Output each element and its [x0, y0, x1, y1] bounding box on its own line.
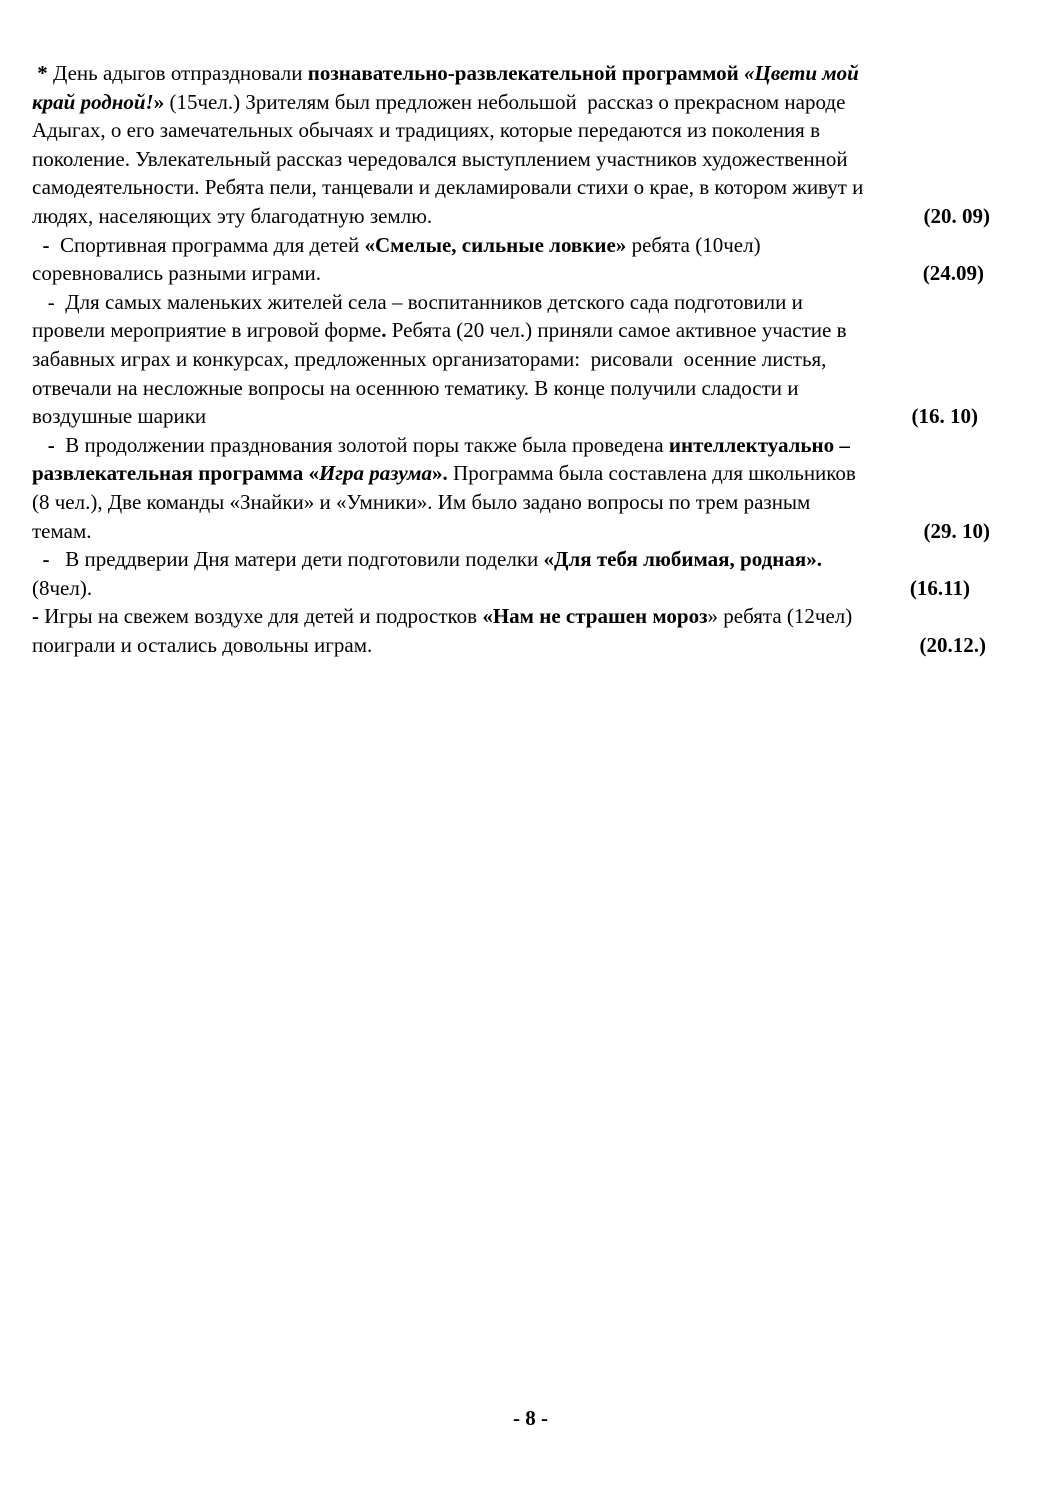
text-run: - Для самых маленьких жителей села – воспитанников детского сада подготовили и [32, 289, 803, 314]
text-run: Игра разума [318, 461, 433, 486]
text-run: провели мероприятие в игровой форме [32, 318, 382, 343]
text-run [32, 90, 154, 114]
text-line [32, 631, 1022, 660]
text-run: (8 чел.), Две команды «Знайки» и «Умники». Им было задано вопросы по трем разным [32, 489, 811, 514]
text-run: забавных играх и конкурсах, предложенных организаторами: рисовали осенние листья, [32, 346, 827, 371]
text-run: Игры на свежем воздухе для детей и подростков [39, 604, 483, 629]
text-line [32, 316, 1022, 345]
text-line [32, 145, 1022, 174]
text-line [32, 259, 1022, 288]
text-run: ». [432, 461, 448, 486]
text-run: познавательно-развлекательной программой [307, 61, 744, 85]
text-line [32, 517, 1022, 546]
text-run: День адыгов отпраздновали [53, 61, 308, 85]
paragraph [32, 231, 1022, 288]
text-run: «Нам не страшен мороз [482, 604, 708, 629]
event-date: (29. 10) [923, 518, 990, 543]
text-run: Ребята (20 чел.) приняли самое активное участие в [386, 318, 847, 343]
text-run: В продолжении празднования золотой поры также была проведена [54, 432, 669, 457]
paragraph [32, 602, 1022, 659]
page-number: - 8 - [513, 1406, 548, 1430]
text-run: - [42, 547, 50, 572]
text-run: (8чел). [32, 575, 93, 600]
text-line [32, 374, 1022, 403]
text-line [32, 602, 1022, 631]
text-line [32, 59, 1022, 88]
text-line [32, 402, 1022, 431]
text-line [32, 431, 1022, 460]
text-line [32, 345, 1022, 374]
text-run: людях, населяющих эту благодатную землю. [32, 203, 433, 228]
text-run: « [308, 461, 319, 486]
event-date: (16. 10) [911, 404, 978, 429]
text-line [32, 459, 1022, 488]
text-run [32, 547, 43, 571]
text-line [32, 88, 1022, 117]
paragraph [32, 59, 1022, 231]
text-run: «Для тебя любимая, родная». [543, 547, 822, 572]
event-date: (16.11) [909, 575, 970, 600]
text-run: Спортивная программа для детей [49, 232, 365, 257]
text-run: край родной! [32, 89, 154, 114]
text-line [32, 288, 1022, 317]
text-line [32, 116, 1022, 145]
text-run: В преддверии Дня матери дети подготовили поделки [49, 547, 544, 572]
text-run: ребята (10чел) [626, 232, 761, 257]
text-line [32, 231, 1022, 260]
text-line [32, 202, 1022, 231]
event-date: (20. 09) [923, 203, 990, 228]
text-line [32, 545, 1022, 574]
text-run: интеллектуально – [668, 432, 850, 457]
text-run: Адыгах, о его замечательных обычаях и традициях, которые передаются из поколения в [32, 118, 820, 143]
event-date: (24.09) [922, 261, 984, 286]
text-run: * [37, 61, 53, 85]
text-run: - [47, 432, 55, 457]
text-run: отвечали на несложные вопросы на осеннюю тематику. В конце получили сладости и [32, 375, 799, 400]
text-run [32, 433, 48, 457]
text-run: (15чел.) Зрителям был предложен небольшой рассказ о прекрасном народе [164, 89, 846, 114]
text-run [319, 461, 432, 485]
text-run: - [42, 232, 50, 257]
text-run: соревновались разными играми. [32, 261, 321, 286]
document-body [32, 59, 1022, 659]
paragraph [32, 288, 1022, 431]
text-run [32, 233, 43, 257]
text-run: воздушные шарики [32, 404, 207, 429]
text-run: . [381, 318, 387, 343]
text-run: » [153, 89, 165, 114]
text-run: поиграли и остались довольны играм. [32, 632, 373, 657]
text-run: развлекательная программа [32, 461, 309, 486]
text-line [32, 574, 1022, 603]
text-run: » ребята (12чел) [707, 604, 853, 629]
text-run: поколение. Увлекательный рассказ чередовался выступлением участников художественной [32, 146, 848, 171]
text-line [32, 488, 1022, 517]
text-line [32, 173, 1022, 202]
text-run: самодеятельности. Ребята пели, танцевали и декламировали стихи о крае, в котором живут и [32, 175, 864, 200]
text-run: темам. [32, 518, 92, 543]
text-run: «Смелые, сильные ловкие» [364, 232, 627, 257]
event-date: (20.12.) [919, 632, 986, 657]
text-run [744, 61, 859, 85]
text-run: - [32, 604, 39, 629]
paragraph [32, 431, 1022, 545]
text-run: Программа была составлена для школьников [447, 461, 856, 486]
paragraph [32, 545, 1022, 602]
text-run: «Цвети мой [743, 61, 859, 85]
